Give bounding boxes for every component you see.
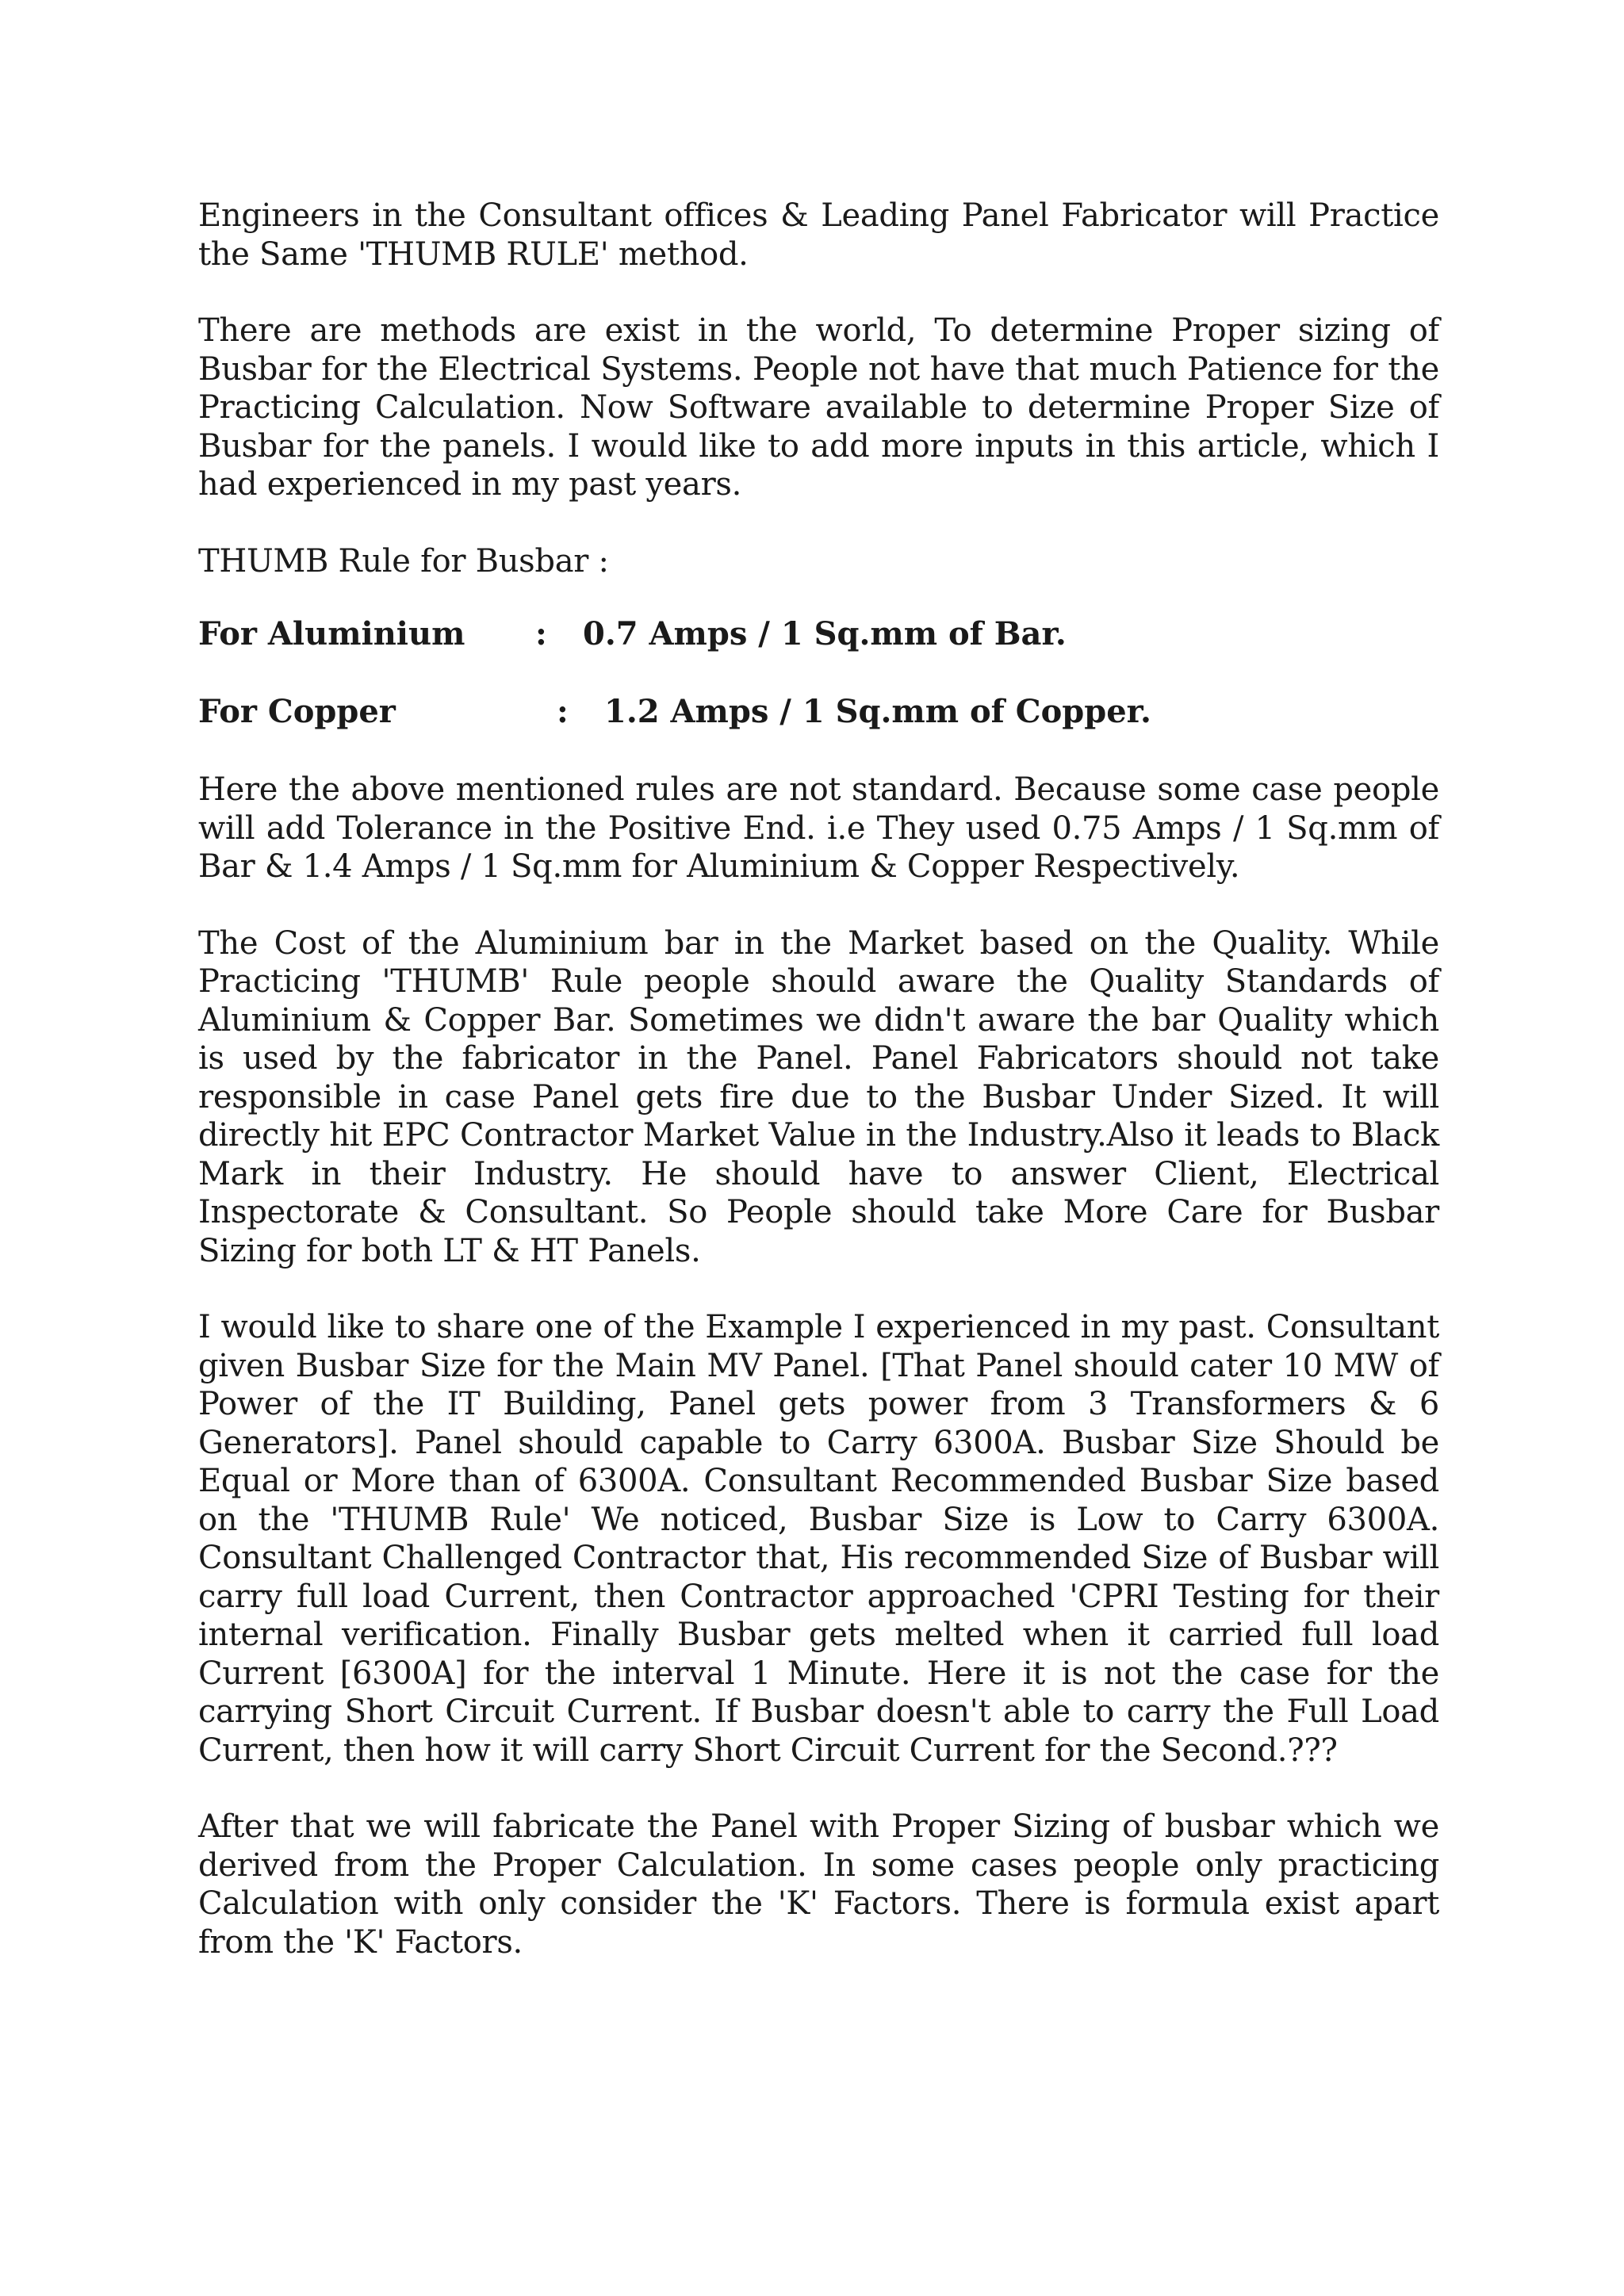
copper-value: 1.2 Amps / 1 Sq.mm of Copper. <box>604 693 1151 730</box>
aluminium-colon: : <box>535 615 547 652</box>
methods-paragraph: There are methods are exist in the world, To determine Proper sizing of Busbar for the Electrical Systems. People not have that much Patience for the Practicing Calculation. Now Software available to determine Proper Size of Busbar for the panels. I would like to add more inputs in this article, which I had experienced in my past years. <box>198 312 1439 503</box>
conclusion-paragraph: After that we will fabricate the Panel with Proper Sizing of busbar which we derived from the Proper Calculation. In some cases people only practicing Calculation with only consider the 'K' Factors. There is formula exist apart from the 'K' Factors. <box>198 1808 1439 1961</box>
copper-colon: : <box>557 693 569 730</box>
example-paragraph: I would like to share one of the Example I experienced in my past. Consultant given Busbar Size for the Main MV Panel. [That Panel should cater 10 MW of Power of the IT Building, Panel gets power from 3 Transformers & 6 Generators]. Panel should capable to Carry 6300A. Busbar Size Should be Equal or More than of 6300A. Consultant Recommended Busbar Size based on the 'THUMB Rule' We noticed, Busbar Size is Low to Carry 6300A. Consultant Challenged Contractor that, His recommended Size of Busbar will carry full load Current, then Contractor approached 'CPRI Testing for their internal verification. Finally Busbar gets melted when it carried full load Current [6300A] for the interval 1 Minute. Here it is not the case for the carrying Short Circuit Current. If Busbar doesn't able to carry the Full Load Current, then how it will carry Short Circuit Current for the Second.??? <box>198 1309 1439 1769</box>
intro-paragraph: Engineers in the Consultant offices & Leading Panel Fabricator will Practice the Same 'THUMB RULE' method. <box>198 197 1439 273</box>
aluminium-rule <box>198 615 1439 653</box>
copper-label: For Copper <box>198 693 396 730</box>
tolerance-paragraph: Here the above mentioned rules are not standard. Because some case people will add Tolerance in the Positive End. i.e They used 0.75 Amps / 1 Sq.mm of Bar & 1.4 Amps / 1 Sq.mm for Aluminium & Copper Respectively. <box>198 771 1439 885</box>
aluminium-value: 0.7 Amps / 1 Sq.mm of Bar. <box>583 615 1067 652</box>
document-page <box>198 197 1439 1999</box>
quality-paragraph: The Cost of the Aluminium bar in the Market based on the Quality. While Practicing 'THUMB' Rule people should aware the Quality Standards of Aluminium & Copper Bar. Sometimes we didn't aware the bar Quality which is used by the fabricator in the Panel. Panel Fabricators should not take responsible in case Panel gets fire due to the Busbar Under Sized. It will directly hit EPC Contractor Market Value in the Industry.Also it leads to Black Mark in their Industry. He should have to answer Client, Electrical Inspectorate & Consultant. So People should take More Care for Busbar Sizing for both LT & HT Panels. <box>198 924 1439 1269</box>
thumb-rule-heading: THUMB Rule for Busbar : <box>198 542 609 580</box>
copper-rule <box>198 693 1439 731</box>
aluminium-label: For Aluminium <box>198 615 465 652</box>
